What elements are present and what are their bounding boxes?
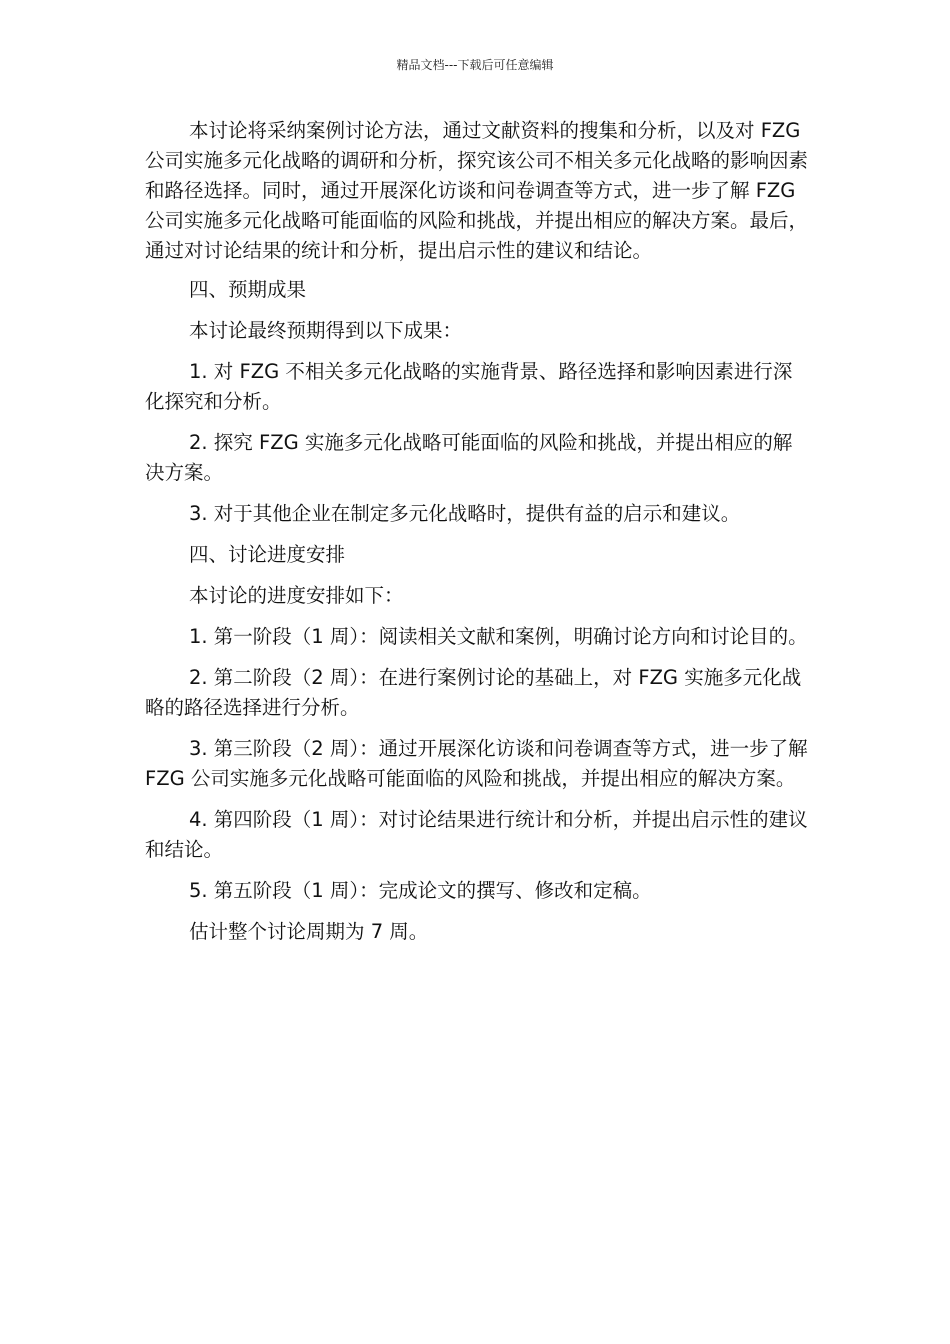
paragraph-method: 本讨论将采纳案例讨论方法，通过文献资料的搜集和分析，以及对 FZG 公司实施多元化战略的调研和分析，探究该公司不相关多元化战略的影响因素和路径选择。同时，通过开展深化访谈和问卷调查等方式，进一步了解 FZG 公司实施多元化战略可能面临的风险和挑战，并提出相应的解决方案。最后，通过对讨论结果的统计和分析，提出启示性的建议和结论。 xyxy=(145,119,809,262)
document-body xyxy=(145,116,809,958)
list-item-result-3: 3. 对于其他企业在制定多元化战略时，提供有益的启示和建议。 xyxy=(189,502,741,525)
section-heading-schedule: 四、讨论进度安排 xyxy=(189,543,346,566)
list-item-result-1: 1. 对 FZG 不相关多元化战略的实施背景、路径选择和影响因素进行深化探究和分析。 xyxy=(145,360,793,413)
section-heading-expected-results: 四、预期成果 xyxy=(189,278,307,301)
paragraph-results-intro: 本讨论最终预期得到以下成果： xyxy=(189,319,463,342)
list-item-result-2: 2. 探究 FZG 实施多元化战略可能面临的风险和挑战，并提出相应的解决方案。 xyxy=(145,431,793,484)
list-item-stage-2: 2. 第二阶段（2 周）：在进行案例讨论的基础上，对 FZG 实施多元化战略的路径选择进行分析。 xyxy=(145,666,802,719)
list-item-stage-5: 5. 第五阶段（1 周）：完成论文的撰写、修改和定稿。 xyxy=(189,879,652,902)
list-item-stage-1: 1. 第一阶段（1 周）：阅读相关文献和案例，明确讨论方向和讨论目的。 xyxy=(189,625,808,648)
list-item-stage-4: 4. 第四阶段（1 周）：对讨论结果进行统计和分析，并提出启示性的建议和结论。 xyxy=(145,808,808,861)
paragraph-schedule-intro: 本讨论的进度安排如下： xyxy=(189,584,404,607)
list-item-stage-3: 3. 第三阶段（2 周）：通过开展深化访谈和问卷调查等方式，进一步了解 FZG 公司实施多元化战略可能面临的风险和挑战，并提出相应的解决方案。 xyxy=(145,737,808,790)
page-header: 精品文档---下载后可任意编辑 xyxy=(396,58,554,72)
paragraph-total-duration: 估计整个讨论周期为 7 周。 xyxy=(189,920,429,943)
